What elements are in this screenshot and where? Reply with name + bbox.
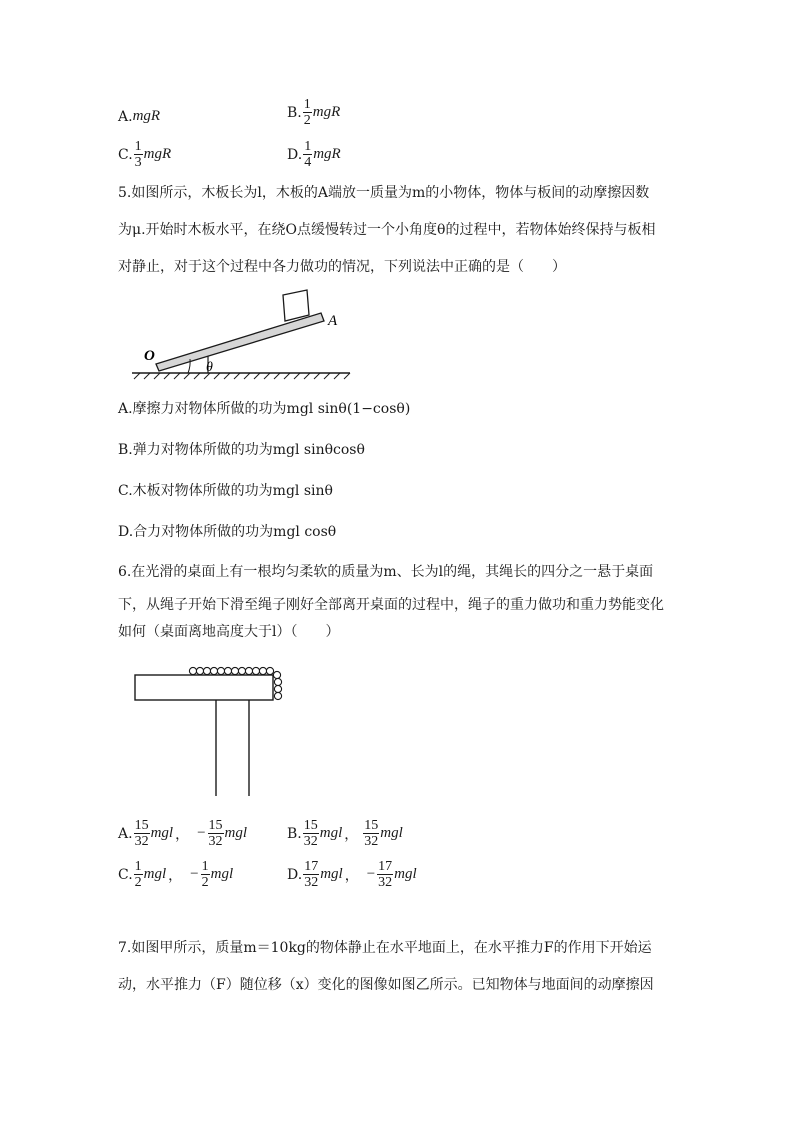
q5-option-b: B.弹力对物体所做的功为mgl sinθcosθ [118, 442, 365, 458]
option-expression: mgl [380, 825, 403, 841]
fraction [201, 859, 210, 890]
separator: ， [168, 867, 183, 884]
fraction [134, 859, 143, 890]
label-o: O [144, 348, 155, 364]
q5-stem-line-2: 为μ.开始时木板水平，在绕O点缓慢转过一个小角度θ的过程中，若物体始终保持与板相 [118, 222, 656, 238]
numerator: 15 [364, 818, 379, 833]
fraction [134, 818, 150, 849]
option-expression: mgl [143, 866, 167, 882]
minus-sign: − [197, 825, 206, 841]
table-top [135, 675, 273, 700]
separator: ， [344, 826, 359, 843]
inclined-board-figure [128, 288, 358, 380]
denominator: 2 [134, 875, 142, 890]
option-label: B. [287, 104, 302, 121]
board [156, 313, 324, 371]
q5-option-c: C.木板对物体所做的功为mgl sinθ [118, 483, 333, 499]
label-a: A [328, 313, 338, 329]
numerator: 1 [134, 139, 142, 154]
option-label: D. [287, 146, 303, 163]
fraction [303, 139, 312, 170]
fraction [377, 859, 393, 890]
separator: ， [175, 826, 190, 843]
fraction [303, 97, 312, 128]
numerator: 15 [303, 818, 318, 833]
q4-option-c [118, 139, 171, 170]
fraction [303, 859, 319, 890]
denominator: 32 [303, 834, 318, 849]
fraction [303, 818, 319, 849]
numerator: 1 [303, 97, 311, 112]
option-label: A. [118, 108, 133, 125]
q6-stem-line-3: 如何（桌面离地高度大于l）（ ） [118, 624, 340, 640]
option-expression: mgl [320, 866, 343, 882]
q5-option-d: D.合力对物体所做的功为mgl cosθ [118, 524, 337, 540]
q6-option-a [118, 818, 247, 849]
q6-stem-line-2: 下，从绳子开始下滑至绳子刚好全部离开桌面的过程中，绳子的重力做功和重力势能变化 [118, 597, 664, 613]
numerator: 15 [208, 818, 223, 833]
denominator: 2 [303, 113, 311, 128]
denominator: 4 [304, 155, 312, 170]
minus-sign: − [366, 866, 376, 882]
denominator: 2 [201, 875, 209, 890]
q5-stem-line-3: 对静止，对于这个过程中各力做功的情况，下列说法中正确的是（ ） [118, 259, 566, 275]
numerator: 17 [304, 859, 319, 874]
denominator: 32 [134, 834, 149, 849]
minus-sign: − [190, 866, 199, 882]
option-expression: mgl [150, 825, 174, 841]
option-expression: mgR [143, 146, 172, 162]
option-expression: mgl [394, 866, 417, 882]
option-expression: mgR [132, 108, 161, 124]
denominator: 32 [208, 834, 223, 849]
option-label: C. [118, 866, 133, 883]
option-expression: mgl [224, 825, 248, 841]
numerator: 15 [134, 818, 149, 833]
q4-option-d [287, 139, 341, 170]
fraction [134, 139, 143, 170]
table-rope-figure [128, 660, 298, 800]
label-theta: θ [206, 360, 213, 375]
q5-stem-line-1: 5.如图所示，木板长为l，木板的A端放一质量为m的小物体，物体与板间的动摩擦因数 [118, 185, 650, 201]
separator: ， [344, 867, 359, 884]
option-expression: mgR [312, 104, 341, 120]
q6-option-c [118, 859, 233, 890]
q7-stem-line-1: 7.如图甲所示，质量m＝10kg的物体静止在水平地面上，在水平推力F的作用下开始运 [118, 940, 652, 956]
denominator: 32 [378, 875, 393, 890]
option-label: B. [287, 825, 302, 842]
option-label: D. [287, 866, 303, 883]
numerator: 1 [201, 859, 209, 874]
numerator: 17 [378, 859, 393, 874]
option-expression: mgl [319, 825, 343, 841]
denominator: 32 [304, 875, 319, 890]
q5-option-a: A.摩擦力对物体所做的功为mgl sinθ(1−cosθ) [118, 401, 411, 417]
q6-option-b [287, 818, 403, 849]
q7-stem-line-2: 动，水平推力（F）随位移（x）变化的图像如图乙所示。已知物体与地面间的动摩擦因 [118, 977, 654, 993]
option-label: C. [118, 146, 133, 163]
option-expression: mgR [313, 146, 341, 162]
q6-option-d [287, 859, 417, 890]
numerator: 1 [304, 139, 312, 154]
q6-stem-line-1: 6.在光滑的桌面上有一根均匀柔软的质量为m、长为l的绳，其绳长的四分之一悬于桌面 [118, 564, 654, 580]
option-expression: mgl [210, 866, 234, 882]
numerator: 1 [134, 859, 142, 874]
block [283, 290, 309, 321]
option-label: A. [118, 825, 133, 842]
fraction [363, 818, 379, 849]
fraction [208, 818, 224, 849]
denominator: 32 [364, 834, 379, 849]
q4-option-a [118, 108, 160, 125]
q4-option-b [287, 97, 340, 128]
denominator: 3 [134, 155, 142, 170]
